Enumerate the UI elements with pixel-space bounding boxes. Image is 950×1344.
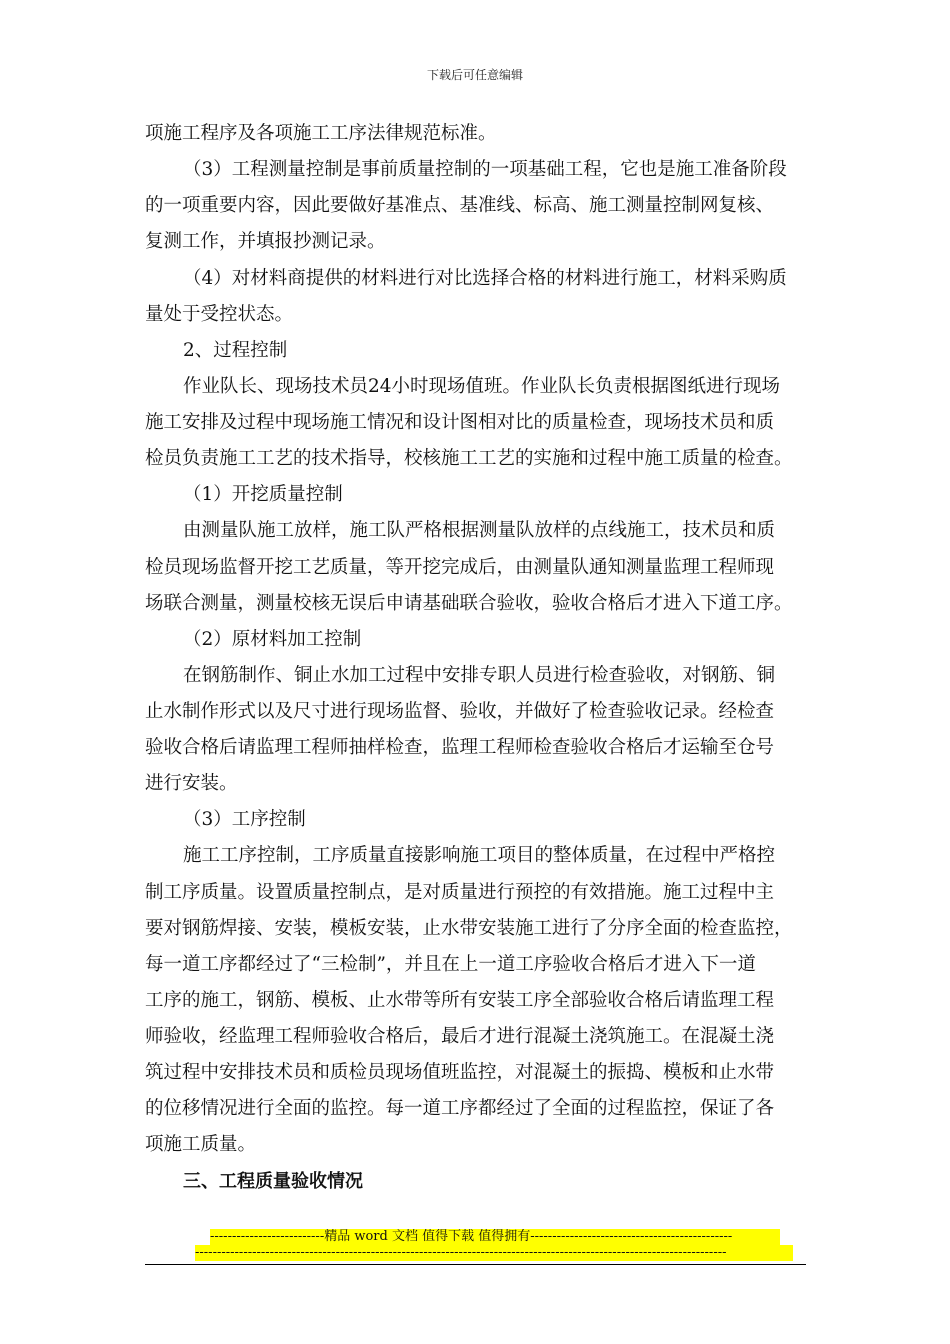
paragraph-line: 工序的施工，钢筋、模板、止水带等所有安装工序全部验收合格后请监理工程: [145, 990, 775, 1011]
subsection-title: （3）工序控制: [183, 809, 306, 830]
page-header: 下载后可任意编辑: [426, 68, 523, 82]
paragraph-line: 进行安装。: [145, 773, 238, 794]
paragraph-line: 复测工作，并填报抄测记录。: [145, 231, 386, 252]
paragraph-line: 检员负责施工工艺的技术指导，校核施工工艺的实施和过程中施工质量的检查。: [145, 448, 793, 469]
paragraph-line: 止水制作形式以及尺寸进行现场监督、验收，并做好了检查验收记录。经检查: [145, 701, 775, 722]
paragraph-line: （3）工程测量控制是事前质量控制的一项基础工程，它也是施工准备阶段: [183, 159, 787, 180]
subsection-title: 2、过程控制: [183, 340, 288, 361]
subsection-title: （1）开挖质量控制: [183, 484, 343, 505]
paragraph-line: 项施工质量。: [145, 1134, 257, 1155]
paragraph-line: 每一道工序都经过了“三检制”，并且在上一道工序验收合格后才进入下一道: [145, 954, 756, 975]
paragraph-line: 施工安排及过程中现场施工情况和设计图相对比的质量检查，现场技术员和质: [145, 412, 775, 433]
paragraph-line: （4）对材料商提供的材料进行对比选择合格的材料进行施工，材料采购质: [183, 268, 787, 289]
paragraph-line: 量处于受控状态。: [145, 304, 294, 325]
paragraph-line: 场联合测量，测量校核无误后申请基础联合验收，验收合格后才进入下道工序。: [145, 593, 793, 614]
paragraph-line: 作业队长、现场技术员24小时现场值班。作业队长负责根据图纸进行现场: [183, 376, 781, 397]
footer-banner-dashes: -------------------------------------------------------------------------------------------------------------------------: [195, 1245, 793, 1261]
paragraph-line: 要对钢筋焊接、安装，模板安装，止水带安装施工进行了分序全面的检查监控，: [145, 918, 793, 939]
paragraph-line: 验收合格后请监理工程师抽样检查，监理工程师检查验收合格后才运输至仓号: [145, 737, 775, 758]
footer-rule: [145, 1264, 806, 1265]
paragraph-line: 制工序质量。设置质量控制点，是对质量进行预控的有效措施。施工过程中主: [145, 882, 775, 903]
section-heading: 三、工程质量验收情况: [183, 1171, 363, 1192]
paragraph-line: 的位移情况进行全面的监控。每一道工序都经过了全面的过程监控，保证了各: [145, 1098, 775, 1119]
paragraph-line: 在钢筋制作、铜止水加工过程中安排专职人员进行检查验收，对钢筋、铜: [183, 665, 776, 686]
paragraph-line: 筑过程中安排技术员和质检员现场值班监控，对混凝土的振捣、模板和止水带: [145, 1062, 775, 1083]
paragraph-line: 项施工程序及各项施工工序法律规范标准。: [145, 123, 497, 144]
paragraph-line: 的一项重要内容，因此要做好基准点、基准线、标高、施工测量控制网复核、: [145, 195, 775, 216]
paragraph-line: 由测量队施工放样，施工队严格根据测量队放样的点线施工，技术员和质: [183, 520, 776, 541]
subsection-title: （2）原材料加工控制: [183, 629, 362, 650]
paragraph-line: 师验收，经监理工程师验收合格后，最后才进行混凝土浇筑施工。在混凝土浇: [145, 1026, 775, 1047]
paragraph-line: 施工工序控制，工序质量直接影响施工项目的整体质量，在过程中严格控: [183, 845, 776, 866]
paragraph-line: 检员现场监督开挖工艺质量，等开挖完成后，由测量队通知测量监理工程师现: [145, 557, 775, 578]
footer-banner: --------------------------精品 word 文档 值得下载 值得拥有----------------------------------------------: [210, 1229, 780, 1245]
